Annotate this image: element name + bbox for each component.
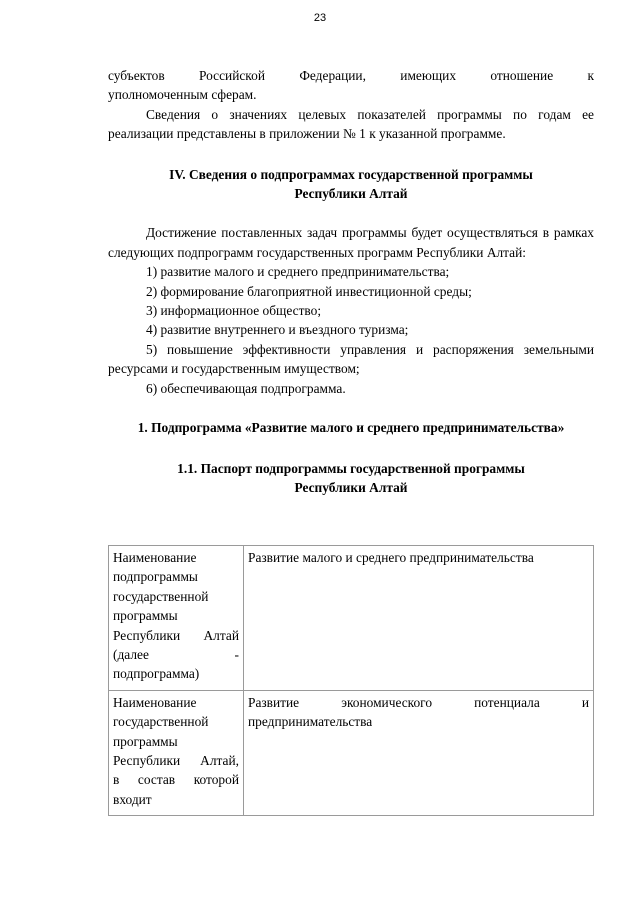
section-heading (108, 165, 594, 204)
value-text: Развитие малого и среднего предпринимательства (248, 550, 534, 565)
label-line: подпрограммы (113, 569, 198, 585)
label-line: в состав которой (113, 772, 239, 788)
page-number: 23 (313, 12, 327, 24)
list-item: 6) обеспечивающая подпрограмма. (146, 380, 346, 396)
table-value-cell (244, 546, 594, 691)
intro-paragraph: Достижение поставленных задач программы будет осуществляться в рамках следующих подпрограмм государственных программ Республики Алтай: (108, 225, 594, 260)
section-heading-line: Республики Алтай (294, 186, 408, 202)
label-line: Республики Алтай (113, 627, 239, 643)
label-line: программы (113, 608, 178, 624)
label-line: государственной (113, 588, 209, 604)
label-line: государственной (113, 714, 209, 730)
label-line: Республики Алтай, (113, 753, 239, 769)
passport-heading (108, 459, 594, 498)
list-item: 1) развитие малого и среднего предпринимательства; (146, 264, 450, 280)
table-value-cell (244, 690, 594, 815)
list-item: 2) формирование благоприятной инвестиционной среды; (146, 283, 472, 299)
paragraph-line: субъектов Российской Федерации, имеющих отношение к (108, 68, 594, 83)
label-line: Наименование (113, 694, 197, 710)
label-line: (далее - (113, 647, 239, 663)
list-item: 3) информационное общество; (146, 303, 322, 319)
section-heading-line: IV. Сведения о подпрограммах государственной программы (169, 166, 533, 182)
list-item: 5) повышение эффективности управления и распоряжения земельными ресурсами и государственным имуществом; (108, 341, 594, 377)
passport-heading-line: Республики Алтай (294, 479, 408, 495)
paragraph-line: уполномоченным сферам. (108, 87, 257, 103)
paragraph: Сведения о значениях целевых показателей программы по годам ее реализации представлены в приложении № 1 к указанной программе. (108, 106, 594, 142)
table-row (109, 546, 594, 691)
subprogram-heading: 1. Подпрограмма «Развитие малого и среднего предпринимательства» (137, 420, 565, 436)
label-line: Наименование (113, 550, 197, 565)
document-body (108, 66, 594, 497)
label-line: подпрограмма) (113, 666, 200, 682)
label-line: программы (113, 733, 178, 749)
passport-table (108, 545, 594, 816)
list-item: 4) развитие внутреннего и въездного туризма; (146, 322, 409, 338)
value-text: Развитие экономического потенциала и предпринимательства (248, 694, 589, 730)
table-label-cell (109, 690, 244, 815)
passport-heading-line: 1.1. Паспорт подпрограммы государственной программы (177, 460, 525, 476)
table-row (109, 690, 594, 815)
label-line: входит (113, 791, 152, 807)
table-label-cell (109, 546, 244, 691)
